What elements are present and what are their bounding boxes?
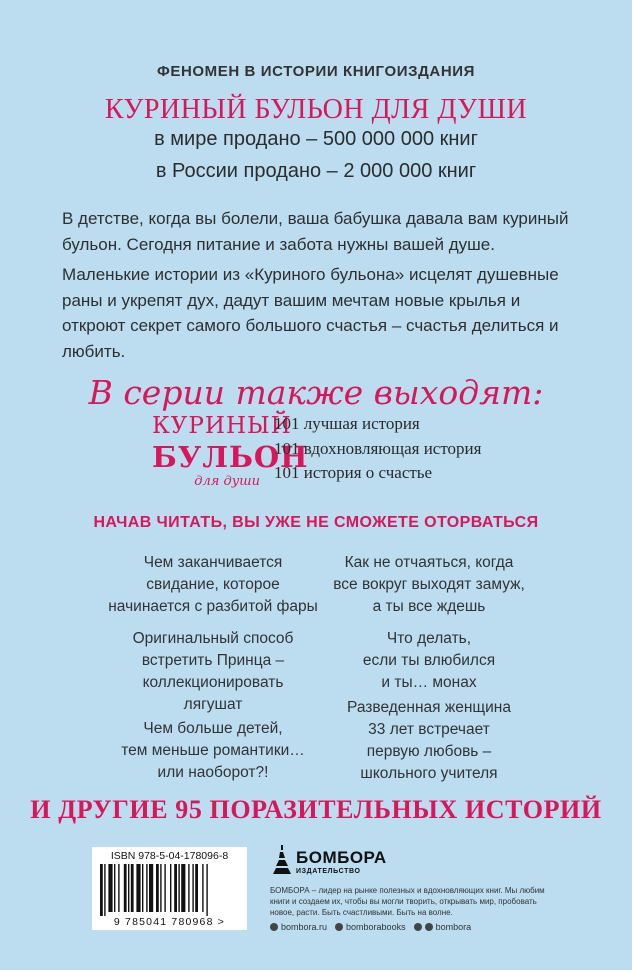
publisher-name: БОМБОРА bbox=[296, 848, 387, 867]
description-paragraph: Маленькие истории из «Куриного бульона» исцелят душевные раны и укрепят дух, дадут вашим мечтам новые крылья и откроют секрет самого большого счастья – счастья делиться и любить. bbox=[62, 265, 559, 361]
publisher-links bbox=[270, 922, 570, 932]
more-stories-heading: И ДРУГИЕ 95 ПОРАЗИТЕЛЬНЫХ ИСТОРИЙ bbox=[30, 795, 602, 824]
book-title: КУРИНЫЙ БУЛЬОН ДЛЯ ДУШИ bbox=[104, 94, 528, 125]
teaser-text: Чем заканчивается свидание, которое начинается с разбитой фары bbox=[108, 554, 318, 615]
barcode-bar bbox=[164, 864, 165, 912]
teaser-text: Что делать, если ты влюбился и ты… монах bbox=[362, 630, 496, 691]
barcode-bar bbox=[149, 864, 153, 912]
barcode-bar bbox=[100, 864, 103, 916]
kicker-heading: ФЕНОМЕН В ИСТОРИИ КНИГОИЗДАНИЯ bbox=[156, 63, 476, 80]
vk-link[interactable] bbox=[335, 922, 406, 932]
barcode bbox=[92, 847, 247, 930]
barcode-bar bbox=[195, 864, 198, 912]
barcode-bar bbox=[192, 864, 193, 912]
website-link[interactable] bbox=[270, 922, 327, 932]
series-item: 101 вдохновляющая история bbox=[274, 439, 482, 458]
globe-icon bbox=[270, 923, 278, 931]
barcode-bar bbox=[128, 864, 129, 912]
teaser-text: Разведенная женщина 33 лет встречает первую любовь – школьного учителя bbox=[347, 699, 511, 782]
series-item: 101 лучшая история bbox=[274, 414, 420, 433]
logo-line-3: для души bbox=[194, 474, 260, 489]
barcode-bar bbox=[181, 864, 185, 912]
barcode-bar bbox=[114, 864, 115, 912]
vk-icon bbox=[335, 923, 343, 931]
teaser-text: Оригинальный способ встретить Принца – коллекционировать лягушат bbox=[132, 630, 294, 713]
barcode-bar bbox=[104, 864, 105, 916]
hook-heading: НАЧАВ ЧИТАТЬ, ВЫ УЖЕ НЕ СМОЖЕТЕ ОТОРВАТЬСЯ bbox=[93, 514, 539, 531]
barcode-digits: 9 785041 780968 > bbox=[113, 916, 226, 928]
sold-russia-line: в России продано – 2 000 000 книг bbox=[155, 160, 477, 182]
publisher-description: БОМБОРА – лидер на рынке полезных и вдохновляющих книг. Мы любим книги и создаем их, чтобы вы могли творить, открывать мир, пробовать новое, расти. Быть счастливыми. Быть на волне. bbox=[270, 886, 545, 917]
barcode-bar bbox=[160, 864, 161, 912]
series-heading: В серии также выходят: bbox=[88, 373, 544, 412]
series-item: 101 история о счастье bbox=[274, 463, 433, 482]
barcode-bar bbox=[124, 864, 127, 912]
website-link-label: bombora.ru bbox=[281, 922, 328, 932]
barcode-bar bbox=[142, 864, 143, 912]
teaser-text: Как не отчаяться, когда все вокруг выходят замуж, а ты все ждешь bbox=[333, 554, 525, 615]
teaser-text: Чем больше детей, тем меньше романтики… или наоборот?! bbox=[121, 720, 305, 781]
vk-link-label: bomborabooks bbox=[346, 922, 406, 932]
barcode-bar bbox=[202, 864, 203, 912]
barcode-bar bbox=[156, 864, 159, 912]
barcode-bar bbox=[174, 864, 177, 912]
social-link[interactable] bbox=[414, 922, 472, 932]
publisher-subtitle: ИЗДАТЕЛЬСТВО bbox=[296, 868, 361, 875]
barcode-bar bbox=[146, 864, 147, 912]
publisher-logo bbox=[270, 842, 410, 882]
barcode-bars bbox=[98, 864, 241, 916]
logo-line-2: БУЛЬОН bbox=[152, 440, 309, 474]
barcode-bar bbox=[178, 864, 179, 912]
series-logo bbox=[152, 413, 309, 491]
telegram-icon bbox=[425, 923, 433, 931]
barcode-bar bbox=[118, 864, 119, 912]
logo-line-1: КУРИНЫЙ bbox=[152, 413, 292, 439]
barcode-bar bbox=[206, 864, 207, 916]
publisher-logo-icon bbox=[270, 842, 294, 878]
barcode-bar bbox=[108, 864, 112, 912]
ok-icon bbox=[414, 923, 422, 931]
isbn-label: ISBN 978-5-04-178096-8 bbox=[110, 850, 229, 862]
barcode-bar bbox=[188, 864, 189, 912]
social-link-label: bombora bbox=[435, 922, 472, 932]
barcode-bar bbox=[170, 864, 171, 912]
barcode-bar bbox=[131, 864, 134, 912]
sold-world-line: в мире продано – 500 000 000 книг bbox=[154, 128, 478, 150]
barcode-bar bbox=[136, 864, 140, 912]
intro-paragraph: В детстве, когда вы болели, ваша бабушка давала вам куриный бульон. Сегодня питание и забота нужны вашей душе. bbox=[62, 209, 569, 254]
